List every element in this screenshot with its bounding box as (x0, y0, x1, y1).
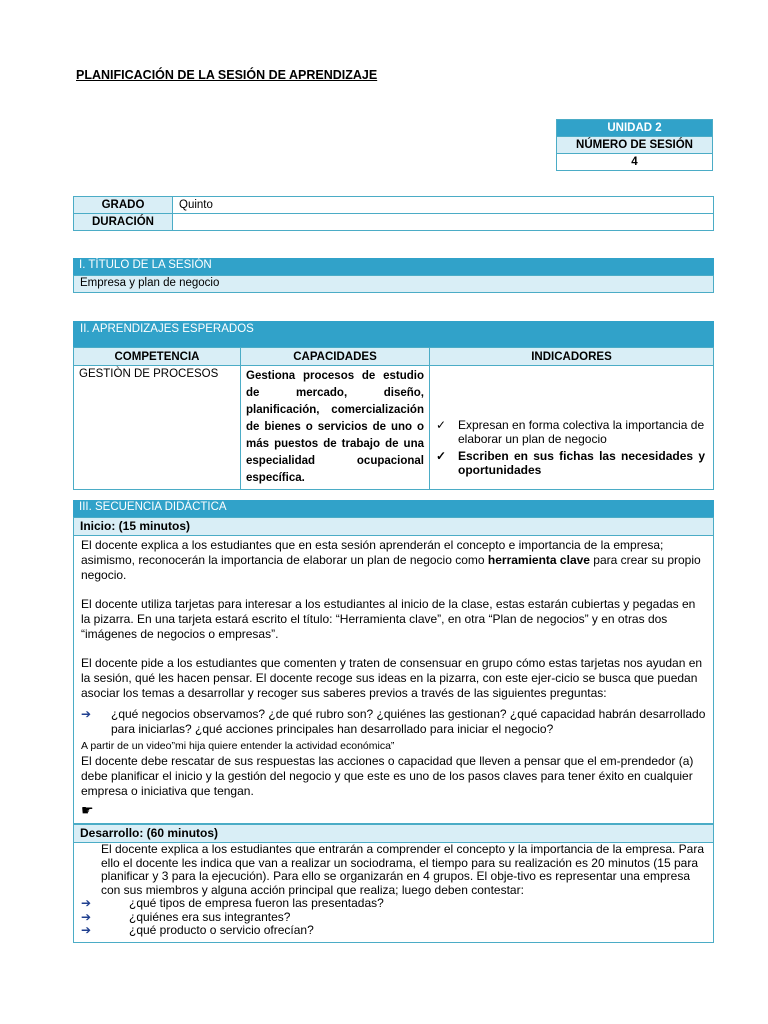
pointing-hand-icon: ☛ (81, 802, 94, 818)
section-2-header: II. APRENDIZAJES ESPERADOS (73, 321, 714, 347)
desarrollo-block (73, 824, 714, 943)
arrow-icon: ➔ (81, 896, 92, 910)
arrow-icon: ➔ (81, 923, 92, 937)
didactic-sequence-section (73, 500, 714, 943)
indicator-text: Expresan en forma colectiva la importancia de elaborar un plan de negocio (458, 418, 705, 446)
session-title-section (73, 258, 714, 293)
session-number: 4 (557, 154, 713, 171)
inicio-label: Inicio: (15 minutos) (73, 517, 714, 536)
capacidades-cell: Gestiona procesos de estudio de mercado, diseño, planificación, comercialización de bienes o servicios de uno o más puestos de trabajo de una especialidad ocupacional específica. (241, 366, 430, 490)
question-text: ¿qué producto o servicio ofrecían? (129, 923, 314, 937)
learning-table (73, 347, 714, 490)
document-title: PLANIFICACIÓN DE LA SESIÓN DE APRENDIZAJE (76, 68, 378, 82)
grado-value: Quinto (173, 197, 714, 214)
inicio-p1-text-end: para crear su propio negocio. (81, 553, 701, 582)
inicio-p1-text: El docente explica a los estudiantes que en esta sesión aprenderán el concepto e importancia de la empresa; asimismo, reconocerán la importancia de elaborar un plan de negocio como (81, 538, 664, 567)
inicio-paragraph-2: El docente utiliza tarjetas para interesar a los estudiantes al inicio de la clase, estas estarán cubiertas y pegadas en la pizarra. En una tarjeta estará escrito el título: “Herramienta clave”, en otra “Plan de negocios” y en otras dos “imágenes de negocios o empresas”. (81, 597, 696, 641)
session-title-value: Empresa y plan de negocio (73, 275, 714, 293)
column-header-competencia: COMPETENCIA (74, 348, 241, 366)
unit-label: UNIDAD 2 (557, 120, 713, 137)
inicio-paragraph-3: El docente pide a los estudiantes que comenten y traten de consensuar en grupo cómo estas tarjetas nos ayudan en la sesión, qué les hacen pensar. El docente recoge sus ideas en la pizarra, con este ejer-cicio se busca que puedan asociar los temas a desarrollar y recoger sus saberes previos a través de las siguientes preguntas: (81, 656, 703, 700)
grade-duration-table (73, 196, 714, 231)
desarrollo-paragraph-1: El docente explica a los estudiantes que entrarán a comprender el concepto y la importancia de la empresa. Para ello el docente les indica que van a realizar un sociodrama, el tiempo para su realización es 20 minutos (15 para planificar y 3 para la ejecución). Para ello se organizarán en 4 grupos. El obje-tivo es representar una empresa con sus miembros y alguna acción principal que realiza; luego deben contestar: (101, 842, 705, 897)
inicio-p1-bold: herramienta clave (487, 553, 590, 567)
indicator-item (436, 418, 705, 446)
check-icon: ✓ (436, 418, 447, 432)
inicio-paragraph-4: El docente debe rescatar de sus respuestas las acciones o capacidad que lleven a pensar que el em-prendedor (a) debe planificar el inicio y la gestión del negocio y que este es uno de los pasos claves para tener éxito en cualquier empresa o iniciativa que tengan. (81, 754, 694, 798)
indicator-item (436, 449, 705, 477)
inicio-paragraph-1 (81, 538, 706, 583)
question-text: ¿qué tipos de empresa fueron las presentadas? (129, 896, 384, 910)
question-item (81, 897, 706, 911)
arrow-icon: ➔ (81, 707, 92, 721)
arrow-icon: ➔ (81, 909, 92, 924)
grado-label: GRADO (74, 197, 173, 214)
section-1-header: I. TÍTULO DE LA SESIÓN (73, 258, 714, 275)
question-item (81, 707, 706, 737)
inicio-content (73, 536, 714, 824)
video-note: A partir de un video”mi hija quiere entender la actividad económica” (81, 740, 395, 752)
column-header-indicadores: INDICADORES (430, 348, 714, 366)
desarrollo-content (73, 843, 714, 943)
expected-learning-section (73, 321, 714, 490)
question-item (81, 911, 706, 925)
desarrollo-label: Desarrollo: (60 minutos) (73, 824, 714, 843)
unit-box (556, 119, 713, 171)
session-label: NÚMERO DE SESIÓN (557, 137, 713, 154)
competencia-cell: GESTIÒN DE PROCESOS (74, 366, 241, 490)
duracion-value (173, 214, 714, 231)
section-3-header: III. SECUENCIA DIDÁCTICA (73, 500, 714, 517)
column-header-capacidades: CAPACIDADES (241, 348, 430, 366)
indicator-text: Escriben en sus fichas las necesidades y oportunidades (458, 449, 705, 477)
question-text: ¿quiénes era sus integrantes? (129, 909, 291, 924)
indicadores-cell (430, 366, 714, 490)
question-item (81, 924, 706, 938)
question-text: ¿qué negocios observamos? ¿de qué rubro son? ¿quiénes las gestionan? ¿qué capacidad habrán desarrollado para iniciarlas? ¿qué acciones principales han desarrollado para iniciar el negocio? (111, 707, 706, 736)
check-icon: ✓ (436, 449, 447, 463)
duracion-label: DURACIÓN (74, 214, 173, 231)
